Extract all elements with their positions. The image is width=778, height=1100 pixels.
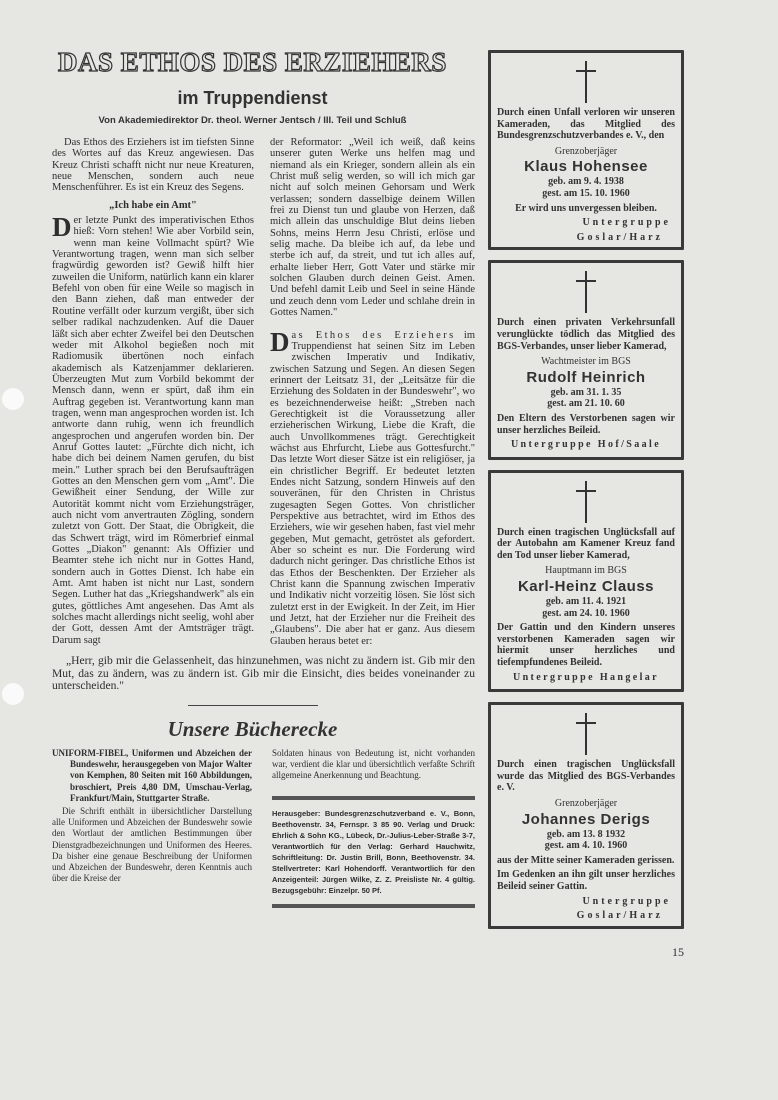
paragraph <box>270 326 475 648</box>
obituary-text: Im Gedenken an ihn gilt unser herzliches Beileid seiner Gattin. <box>497 869 675 892</box>
obituary-place: Goslar/Harz <box>576 231 663 243</box>
drop-cap: D <box>52 212 72 243</box>
imprint: Herausgeber: Bundesgrenzschutzverband e. V., Bonn, Beethovenstr. 34, Fernspr. 3 85 90. Verlag und Druck: Ehrlich & Sohn KG., Lübeck, Dr.-Julius-Leber-Straße 3-7, Verantwortlich für den Verlag: Gerhard Hauchwitz, Schriftleitung: Dr. Justin Brill, Bonn, Beethovenstr. 34. Stellvertreter: Karl Hohendorff. Verantwortlich für den Anzeigenteil: Jürgen Wilke, Z. Z. Preisliste Nr. 4 gültig. Bezugsgebühr: Einzelpr. 50 Pf. <box>272 808 475 895</box>
obituary-rank: Grenzoberjäger <box>554 798 618 809</box>
obituary-notice <box>488 702 684 929</box>
page-number: 15 <box>672 944 684 959</box>
obituary-text: Er wird uns unvergessen bleiben. <box>515 202 657 214</box>
book-reference: UNIFORM-FIBEL, Uniformen und Abzeichen der Bundeswehr, herausgegeben von Major Walter von Kemphen, 80 Seiten mit 160 Abbildungen, broschiert, Preis 4,80 DM, Umschau-Verlag, Frankfurt/Main, Stuttgarter Straße. <box>52 747 252 803</box>
book-review-right <box>272 748 475 916</box>
death-date: gest. am 21. 10. 60 <box>547 398 625 410</box>
article-body <box>52 137 475 647</box>
obituaries-column <box>488 50 684 960</box>
drop-cap: D <box>270 326 290 357</box>
intro-paragraph: Das Ethos des Erziehers ist im tiefsten Sinne des Wortes auf das Kreuz angewiesen. Das Kreuz Christi schafft nicht nur neue Kreaturen, neue Menschen, sondern auch neue Menschenführer. Es ist ein Kreuz des Segens. <box>52 137 254 194</box>
obituary-notice <box>488 470 684 693</box>
obituary-place: Goslar/Harz <box>576 910 663 922</box>
article-title: DAS ETHOS DES ERZIEHERS <box>58 47 447 77</box>
article-column-left <box>52 137 254 647</box>
paragraph-text: im Truppendienst hat seinen Sitz im Leben zwischen Imperativ und Indikativ, zwischen Satzung und Segen. An diesen Segen erinnert der Leitsatz 31, der „Leitsätze für die Erziehung des Soldaten in der Bundeswehr", wo es bezeichnenderweise heißt: „Streben nach Gerechtigkeit ist die Voraussetzung aller erzieherischen Wirkung, Liebe die Kraft, die auch Unvollkommenes trägt. Gerechtigkeit wächst aus Ehrfurcht, Liebe aus Gottesfurcht." Das letzte Wort dieser Sätze ist ein religiöser, ja ein christlicher Begriff. Er bedeutet letzten Endes nicht Satzung, sondern Hinweis auf den souveränen, für den Christen in Christus zugesagten Segen Gottes. Von christlicher Perspektive aus betrachtet, wird im Ethos des Erziehers, wie wir gesehen haben, fast viel mehr gegeben, Mut gemacht, getröstet als gefordert. Aber so scheint es nur. Die Forderung wird dadurch nicht geringer. Das christliche Ethos ist das Ethos der Beschenkten. Der Erzieher als Christ kann die Spannung zwischen Imperativ und Indikativ nicht vorzeitig lösen. Sie löst sich zuletzt erst in der Ewigkeit. In der Zeit, im Hier und Jetzt, hat der Erzieher nur die Freiheit des „Glaubens". Die aber hat er ganz. Aus diesem Glauben heraus betet er: <box>270 329 475 647</box>
divider <box>188 705 318 706</box>
birth-date: geb. am 9. 4. 1938 <box>548 176 624 188</box>
review-text: Die Schrift enthält in übersichtlicher Darstellung alle Uniformen und Abzeichen der Bundeswehr sowie den Wortlaut der amtlichen Bestimmungen über Dienstgradbezeichnungen und Uniformen des Heeres. Da bisher eine genaue Beschreibung der Uniformen und Abzeichen der Bundeswehr, deren Kenntnis auch über die Kreise der <box>52 805 252 884</box>
obituary-intro: Durch einen privaten Verkehrsunfall verunglückte tödlich das Mitglied des BGS-Verbandes, unser lieber Kamerad, <box>497 317 675 352</box>
books-heading: Unsere Bücherecke <box>167 716 338 741</box>
death-date: gest. am 24. 10. 1960 <box>542 607 630 619</box>
death-date: gest. am 15. 10. 1960 <box>542 187 630 199</box>
obituary-group: Untergruppe <box>582 217 671 229</box>
birth-date: geb. am 31. 1. 35 <box>550 386 622 398</box>
obituary-rank: Wachtmeister im BGS <box>541 356 631 368</box>
obituary-name: Rudolf Heinrich <box>526 368 646 386</box>
obituary-group: Untergruppe Hangelar <box>512 671 660 683</box>
obituary-group: Untergruppe Hof/Saale <box>510 439 662 451</box>
books-section <box>52 748 475 916</box>
review-text-continued: Soldaten hinaus von Bedeutung ist, nicht vorhanden war, verdient die klar und übersichtlich verfaßte Schrift allgemeine Anerkennung und Beachtung. <box>272 747 475 781</box>
obituary-name: Johannes Derigs <box>521 810 651 828</box>
article-subtitle: im Truppendienst <box>177 88 328 108</box>
cross-icon <box>576 713 596 755</box>
obituary-rank: Grenzoberjäger <box>554 145 618 157</box>
lead-words: as Ethos des Erziehers <box>291 329 456 341</box>
punch-hole <box>2 388 24 410</box>
obituary-group: Untergruppe <box>582 895 671 907</box>
main-content <box>30 44 475 916</box>
punch-hole <box>2 683 24 705</box>
obituary-text: aus der Mitte seiner Kameraden gerissen. <box>497 854 675 866</box>
article-column-middle <box>270 137 475 647</box>
obituary-text: Den Eltern des Verstorbenen sagen wir unser herzliches Beileid. <box>497 412 675 436</box>
obituary-rank: Hauptmann im BGS <box>545 565 627 577</box>
paragraph: der Reformator: „Weil ich weiß, daß keins unserer guten Werke uns helfen mag und niemand als ein Krieger, sondern allein als ein Christ muß selig werden, so will ich mich gar nicht auf solch meinen Gehorsam und Werk verlassen; sondern dasselbige deinem Willen frei zu Dienst tun und glaube von Herzen, daß mich allein das unschuldige Blut deins lieben Sohns, meins Herrn Jesu Christi, erlöse und selig mache. Da bleibe ich auf, da lebe und sterbe ich auf, da streit, und tut ich alles auf, erhalte lieber Herr, Gott Vater und stärke mir solchen Glauben durch deinen Geist. Amen. Und befehl damit Leib und Seel in seine Hände und zeuch denn vom Leder und schlahe drein in Gottes Namen." <box>270 137 475 319</box>
obituary-text: Der Gattin und den Kindern unseres verstorbenen Kameraden sagen wir hiermit unser herzliches und tiefempfundenes Beileid. <box>497 622 675 669</box>
section-subheading: „Ich habe ein Amt" <box>109 199 197 211</box>
divider-bar <box>272 904 475 908</box>
cross-icon <box>576 61 596 103</box>
death-date: gest. am 4. 10. 1960 <box>544 840 628 852</box>
book-review-left <box>52 748 252 916</box>
birth-date: geb. am 13. 8 1932 <box>546 828 626 840</box>
obituary-intro: Durch einen tragischen Unglücksfall auf der Autobahn am Kamener Kreuz fand den Tod unser lieber Kamerad, <box>497 526 675 561</box>
prayer-quote: „Herr, gib mir die Gelassenheit, das hinzunehmen, was nicht zu ändern ist. Gib mir den Mut, das zu ändern, was zu ändern ist. Gib mir die Einsicht, dies beides voneinander zu unterscheiden." <box>52 654 475 693</box>
cross-icon <box>576 481 596 523</box>
obituary-name: Klaus Hohensee <box>524 158 648 176</box>
obituary-notice <box>488 260 684 459</box>
obituary-intro: Durch einen Unfall verloren wir unseren Kameraden, das Mitglied des Bundesgrenzschutzverbandes e. V., den <box>497 107 675 142</box>
obituary-intro: Durch einen tragischen Unglücksfall wurde das Mitglied des BGS-Verbandes e. V. <box>497 759 675 794</box>
obituary-name: Karl-Heinz Clauss <box>517 578 655 596</box>
birth-date: geb. am 11. 4. 1921 <box>545 596 627 608</box>
divider-bar <box>272 796 475 800</box>
obituary-notice <box>488 50 684 250</box>
cross-icon <box>576 271 596 313</box>
paragraph <box>52 212 254 646</box>
paragraph-text: er letzte Punkt des imperativischen Ethos hieß: Vorn stehen! Wie aber Vorbild sein, wenn man keine Vollmacht spürt? Wie Verantwortung tragen, wenn man sich selber fragwürdig geworden ist? Gewiß hilft hier zuweilen die Uniform, natürlich kann ein klarer Befehl von oben für eine Weile so magisch in den Bann ziehen, daß man entweder der Routine verfällt oder kurzum vergißt, über sich selber radikal nachzudenken. Auf die Dauer läßt sich aber echter Zweifel bei den Deutschen weder mit Alkohol begießen noch mit Radiomusik übertönen noch einfach akademisch als Katzenjammer deklarieren. Überzeugten Mut zum Vorbild bekommt der Mensch dann, wenn er spürt, daß ihm ein Auftrag gegeben ist. Verantwortung kann man tragen, wenn man angesprochen worden ist. Ich antworte dann ruhig, wenn ich freundlich angesprochen und angerufen worden bin. Der Anruf Gottes lautet: „Fürchte dich nicht, ich habe dich bei deinem Namen gerufen, du bist mein." Luther sprach bei den Berufsaufträgen Gottes an den Menschen gern vom „Amt". Die Gewißheit einer Sendung, der Wille zur Autorität kommt nicht vom Erziehungsträger, auch nicht vom anvertrauten Zögling, sondern zuletzt von Gott. Der Staat, die Obrigkeit, die das Schwert trägt, wird im Römerbrief einmal Gottes „Diakon" genannt: Als Offizier und Beamter stehe ich nicht nur in Gottes Hand, sondern auch in Gottes Dienst. Ich habe ein Amt. Amt haben ist nicht nur Last, sondern Segen. Luther hat das „Kriegshandwerk" als ein gutes, göttliches Amt angesehen. Das Amt als solches macht allerdings nicht seelig, wohl aber der Gott, dessen Amt der Amtsträger trägt. Darum sagt <box>52 215 254 646</box>
article-byline: Von Akademiedirektor Dr. theol. Werner Jentsch / III. Teil und Schluß <box>98 115 407 126</box>
